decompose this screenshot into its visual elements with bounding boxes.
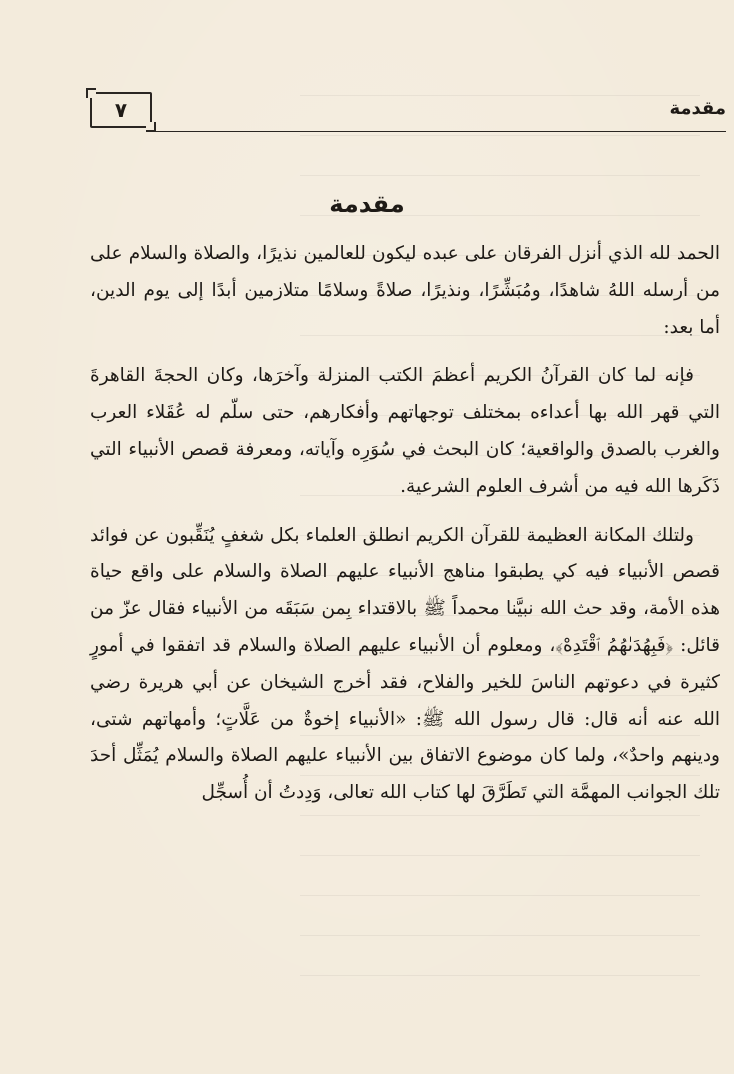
page-header — [90, 92, 726, 132]
running-title: مقدمة — [669, 98, 726, 119]
body-text — [90, 236, 720, 812]
paragraph-1: الحمد لله الذي أنزل الفرقان على عبده ليكون للعالمين نذيرًا، والصلاة والسلام على من أرسله اللهُ شاهدًا، ومُبَشِّرًا، ونذيرًا، صلاةً وسلامًا متلازمين أبدًا إلى يوم الدين، أما بعد: — [90, 243, 720, 338]
paragraph-3: ولتلك المكانة العظيمة للقرآن الكريم انطلق العلماء بكل شغفٍ يُنَقِّبون عن فوائد قصص الأنبياء فيه كي يطبقوا مناهج الأنبياء عليهم الصلاة والسلام على واقع حياة هذه الأمة، وقد حث الله نبيَّنا محمداً ﷺ بالاقتداء بِمن سَبَقَه من الأنبياء فقال عزّ من قائل: ﴿فَبِهُدَىٰهُمُ ٱقْتَدِهْ﴾، ومعلوم أن الأنبياء عليهم الصلاة والسلام قد اتفقوا في أمورٍ كثيرة في دعوتهم الناسَ للخير والفلاح، فقد أخرج الشيخان عن أبي هريرة رضي الله عنه أنه قال: قال رسول الله ﷺ: «الأنبياء إخوةٌ من عَلَّاتٍ؛ وأمهاتهم شتى، ودينهم واحدٌ»، ولما كان موضوع الاتفاق بين الأنبياء عليهم الصلاة والسلام يُمَثِّل أحدَ تلك الجوانب المهمَّة التي تَطَرَّقَ لها كتاب الله تعالى، وَدِدتُ أن أُسجِّل — [90, 524, 720, 804]
header-rule — [152, 131, 726, 132]
paragraph-2: فإنه لما كان القرآنُ الكريم أعظمَ الكتب المنزلة وآخرَها، وكان الحجةَ القاهرةَ التي قهر الله بها أعداءه بمختلف توجهاتهم وأفكارهم، حتى سلّم له عُقَلاء العرب والغرب بالصدق والواقعية؛ كان البحث في سُوَرِه وآياته، ومعرفة قصص الأنبياء التي ذَكَرها الله فيه من أشرف العلوم الشرعية. — [90, 365, 720, 497]
section-title: مقدمة — [329, 190, 405, 218]
page-number-frame — [90, 92, 152, 128]
page-number: ٧ — [114, 98, 128, 122]
